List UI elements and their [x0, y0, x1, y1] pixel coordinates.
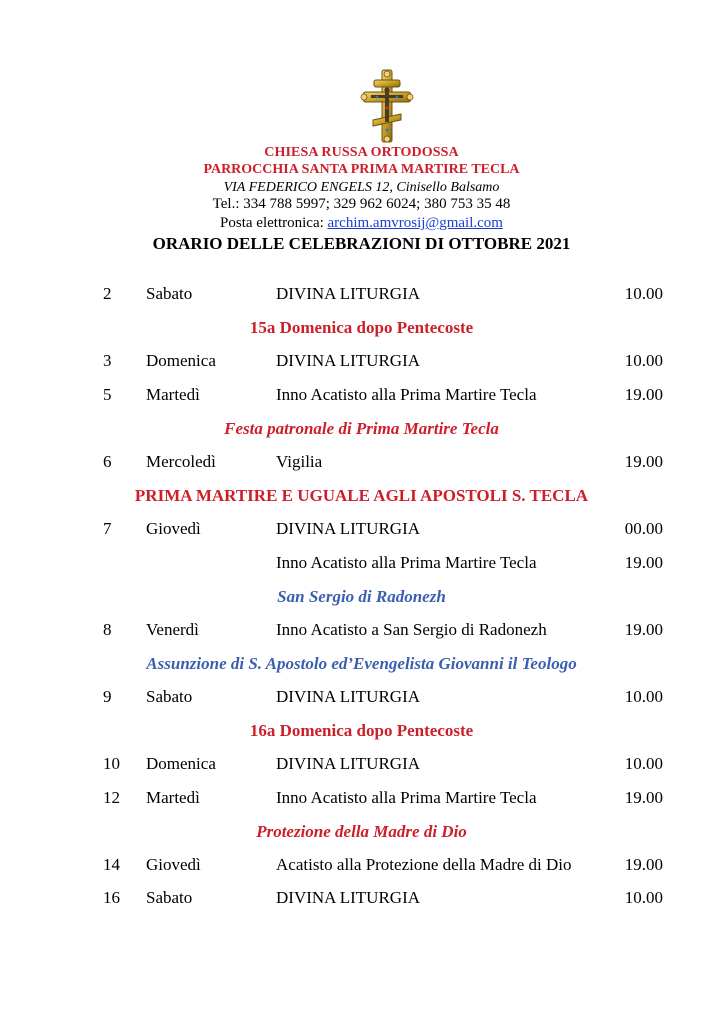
schedule-row [0, 888, 723, 910]
schedule-row [0, 855, 723, 877]
event-time: 19.00 [624, 788, 663, 807]
event-time: 10.00 [624, 687, 663, 706]
weekday: Venerdì [146, 620, 199, 639]
day-number: 16 [103, 888, 120, 907]
orthodox-cross-icon [359, 68, 415, 144]
church-name: CHIESA RUSSA ORTODOSSA [264, 145, 459, 160]
event-name: Vigilia [276, 452, 323, 471]
feast-heading: Protezione della Madre di Dio [256, 822, 467, 841]
day-number: 5 [103, 385, 112, 404]
day-number: 9 [103, 687, 112, 706]
page-title: ORARIO DELLE CELEBRAZIONI DI OTTOBRE 2021 [152, 234, 571, 253]
feast-heading: Festa patronale di Prima Martire Tecla [224, 419, 499, 438]
event-name: DIVINA LITURGIA [276, 888, 421, 907]
day-number: 14 [103, 855, 120, 874]
event-name: Inno Acatisto alla Prima Martire Tecla [276, 385, 537, 404]
event-name: DIVINA LITURGIA [276, 687, 421, 706]
event-time: 10.00 [624, 888, 663, 907]
event-name: DIVINA LITURGIA [276, 284, 421, 303]
schedule-row [0, 519, 723, 541]
event-name: Inno Acatisto alla Prima Martire Tecla [276, 553, 537, 572]
event-time: 19.00 [624, 620, 663, 639]
day-number: 8 [103, 620, 112, 639]
event-time: 10.00 [624, 754, 663, 773]
day-number: 10 [103, 754, 120, 773]
event-name: Inno Acatisto alla Prima Martire Tecla [276, 788, 537, 807]
day-number: 6 [103, 452, 112, 471]
weekday: Giovedì [146, 519, 201, 538]
email-line [0, 215, 723, 232]
telephone-numbers: Tel.: 334 788 5997; 329 962 6024; 380 753 35 48 [212, 196, 511, 212]
weekday: Sabato [146, 687, 193, 706]
event-time: 00.00 [624, 519, 663, 538]
event-time: 19.00 [624, 385, 663, 404]
schedule-row [0, 452, 723, 474]
event-name: Acatisto alla Protezione della Madre di Dio [276, 855, 572, 874]
schedule-row [0, 385, 723, 407]
event-time: 19.00 [624, 855, 663, 874]
schedule-row [0, 788, 723, 810]
weekday: Domenica [146, 351, 216, 370]
feast-heading: PRIMA MARTIRE E UGUALE AGLI APOSTOLI S. TECLA [134, 486, 589, 505]
event-time: 10.00 [624, 284, 663, 303]
weekday: Sabato [146, 888, 193, 907]
email-link[interactable]: archim.amvrosij@gmail.com [327, 215, 503, 231]
weekday: Domenica [146, 754, 216, 773]
weekday: Martedì [146, 788, 200, 807]
feast-heading: San Sergio di Radonezh [277, 587, 446, 606]
weekday: Martedì [146, 385, 200, 404]
schedule-row [0, 553, 723, 575]
day-number: 2 [103, 284, 112, 303]
event-time: 19.00 [624, 553, 663, 572]
weekday: Sabato [146, 284, 193, 303]
event-time: 19.00 [624, 452, 663, 471]
day-number: 3 [103, 351, 112, 370]
event-name: DIVINA LITURGIA [276, 754, 421, 773]
parish-name: PARROCCHIA SANTA PRIMA MARTIRE TECLA [203, 162, 520, 177]
day-number: 12 [103, 788, 120, 807]
event-time: 10.00 [624, 351, 663, 370]
schedule-row [0, 284, 723, 306]
event-name: Inno Acatisto a San Sergio di Radonezh [276, 620, 547, 639]
email-label: Posta elettronica: [220, 215, 328, 231]
weekday: Giovedì [146, 855, 201, 874]
schedule-row [0, 754, 723, 776]
day-number: 7 [103, 519, 112, 538]
event-name: DIVINA LITURGIA [276, 519, 421, 538]
feast-heading: 16a Domenica dopo Pentecoste [249, 721, 474, 740]
weekday: Mercoledì [146, 452, 216, 471]
schedule-row [0, 687, 723, 709]
feast-heading: Assunzione di S. Apostolo ed’Evengelista Giovanni il Teologo [146, 654, 577, 673]
address: VIA FEDERICO ENGELS 12, Cinisello Balsamo [223, 180, 500, 195]
schedule-row [0, 351, 723, 373]
schedule-row [0, 620, 723, 642]
event-name: DIVINA LITURGIA [276, 351, 421, 370]
feast-heading: 15a Domenica dopo Pentecoste [249, 318, 474, 337]
